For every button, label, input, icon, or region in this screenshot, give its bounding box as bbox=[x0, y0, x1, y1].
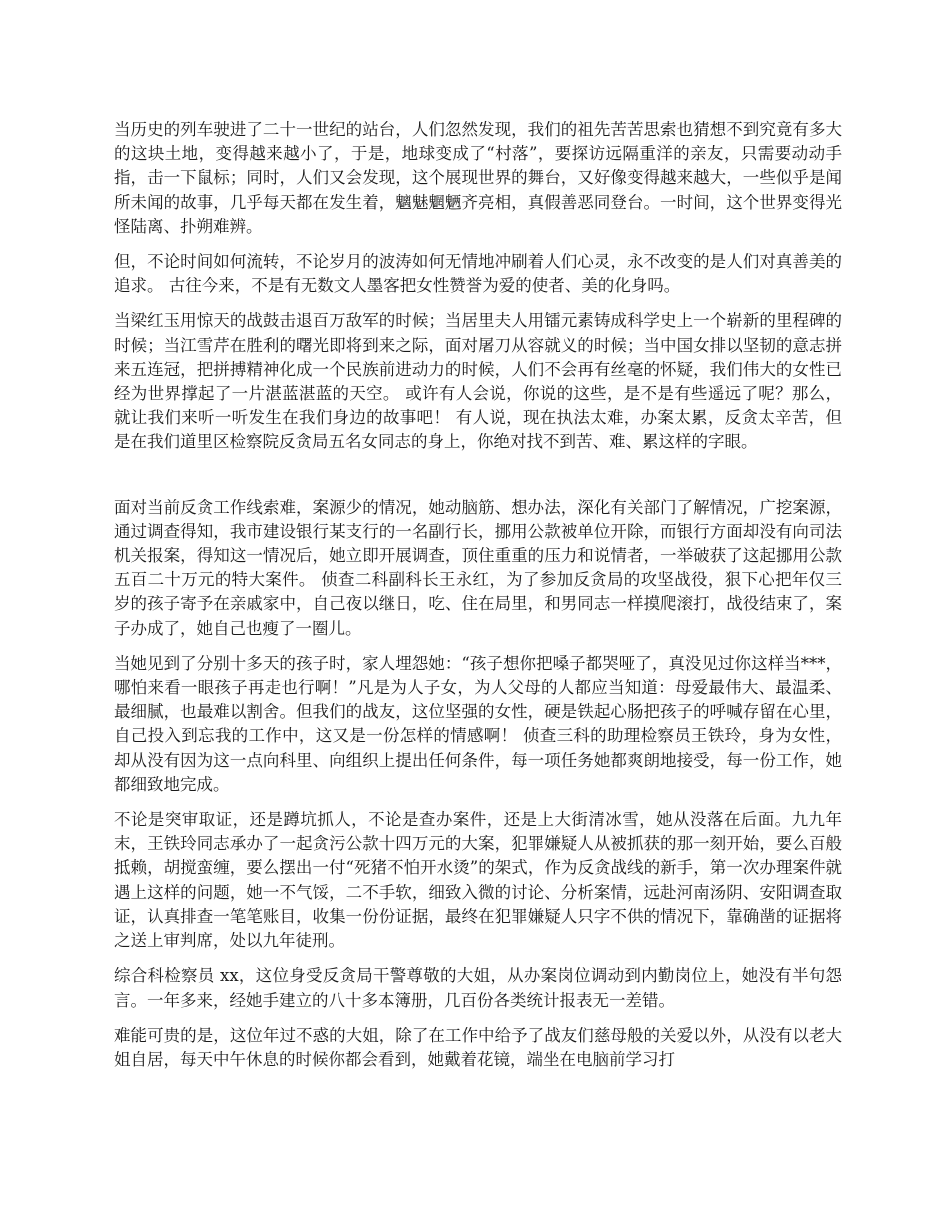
section-spacer bbox=[114, 466, 842, 496]
paragraph-1: 当历史的列车驶进了二十一世纪的站台，人们忽然发现，我们的祖先苦苦思索也猜想不到究竟有多大的这块土地，变得越来越小了，于是，地球变成了“村落”，要探访远隔重洋的亲友，只需要动动手指，击一下鼠标；同时，人们又会发现，这个展现世界的舞台，又好像变得越来越大，一些似乎是闻所未闻的故事，几乎每天都在发生着，魑魅魍魉齐亮相，真假善恶同登台。一时间，这个世界变得光怪陆离、扑朔难辨。 bbox=[114, 120, 842, 236]
document-body bbox=[114, 118, 842, 1083]
paragraph-6: 不论是突审取证，还是蹲坑抓人，不论是查办案件，还是上大街清冰雪，她从没落在后面。九九年末，王铁玲同志承办了一起贪污公款十四万元的大案，犯罪嫌疑人从被抓获的那一刻开始，要么百般抵赖，胡搅蛮缠，要么摆出一付“死猪不怕开水烫”的架式，作为反贪战线的新手，第一次办理案件就遇上这样的问题，她一不气馁，二不手软，细致入微的讨论、分析案情，远赴河南汤阴、安阳调查取证，认真排查一笔笔账目，收集一份份证据，最终在犯罪嫌疑人只字不供的情况下，靠确凿的证据将之送上审判席，处以九年徒刑。 bbox=[114, 810, 842, 951]
paragraph-4: 面对当前反贪工作线索难，案源少的情况，她动脑筋、想办法，深化有关部门了解情况，广挖案源，通过调查得知，我市建设银行某支行的一名副行长，挪用公款被单位开除，而银行方面却没有向司法机关报案，得知这一情况后，她立即开展调查，顶住重重的压力和说情者，一举破获了这起挪用公款五百二十万元的特大案件。 侦查二科副科长王永红，为了参加反贪局的攻坚战役，狠下心把年仅三岁的孩子寄予在亲戚家中，自己夜以继日，吃、住在局里，和男同志一样摸爬滚打，战役结束了，案子办成了，她自己也瘦了一圈儿。 bbox=[114, 497, 842, 638]
paragraph-7: 综合科检察员 xx，这位身受反贪局干警尊敬的大姐，从办案岗位调动到内勤岗位上，她没有半句怨言。一年多来，经她手建立的八十多本簿册，几百份各类统计报表无一差错。 bbox=[114, 966, 842, 1010]
paragraph-8: 难能可贵的是，这位年过不惑的大姐，除了在工作中给予了战友们慈母般的关爱以外，从没有以老大姐自居，每天中午休息的时候你都会看到，她戴着花镜，端坐在电脑前学习打 bbox=[114, 1025, 842, 1069]
paragraph-2: 但，不论时间如何流转，不论岁月的波涛如何无情地冲刷着人们心灵，永不改变的是人们对真善美的追求。 古往今来，不是有无数文人墨客把女性赞誉为爱的使者、美的化身吗。 bbox=[114, 252, 842, 296]
paragraph-5: 当她见到了分别十多天的孩子时，家人埋怨她：“孩子想你把嗓子都哭哑了，真没见过你这样当***，哪怕来看一眼孩子再走也行啊！”凡是为人子女，为人父母的人都应当知道：母爱最伟大、最温柔、最细腻，也最难以割舍。但我们的战友，这位坚强的女性，硬是铁起心肠把孩子的呼喊存留在心里，自己投入到忘我的工作中，这又是一份怎样的情感啊！ 侦查三科的助理检察员王铁玲，身为女性，却从没有因为这一点向科里、向组织上提出任何条件，每一项任务她都爽朗地接受，每一份工作，她都细致地完成。 bbox=[114, 653, 842, 794]
paragraph-3: 当梁红玉用惊天的战鼓击退百万敌军的时候；当居里夫人用镭元素铸成科学史上一个崭新的里程碑的时候；当江雪芹在胜利的曙光即将到来之际，面对屠刀从容就义的时候；当中国女排以坚韧的意志拼来五连冠，把拼搏精神化成一个民族前进动力的时候，人们不会再有丝毫的怀疑，我们伟大的女性已经为世界撑起了一片湛蓝湛蓝的天空。 或许有人会说，你说的这些，是不是有些遥远了呢？那么，就让我们来听一听发生在我们身边的故事吧！ 有人说，现在执法太难，办案太累，反贪太辛苦，但是在我们道里区检察院反贪局五名女同志的身上，你绝对找不到苦、难、累这样的字眼。 bbox=[114, 311, 842, 452]
